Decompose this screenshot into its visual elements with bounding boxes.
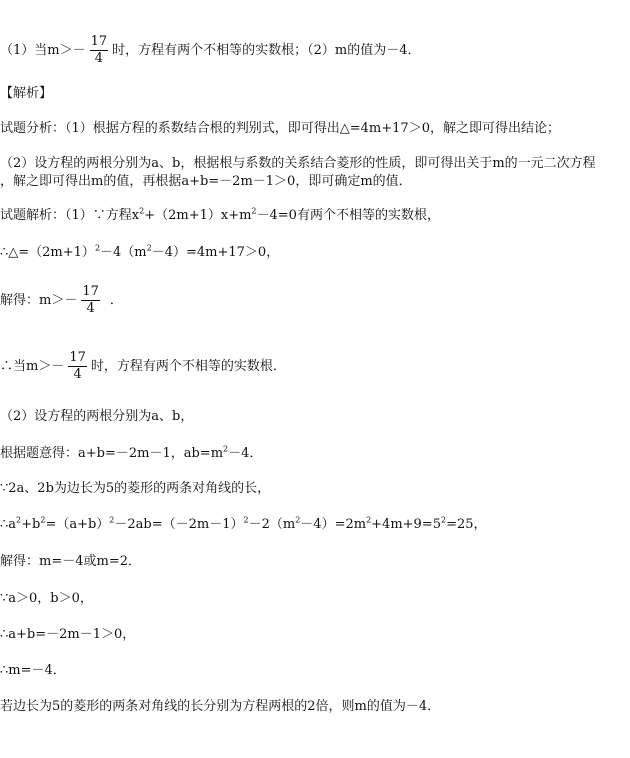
answer-line bbox=[0, 34, 421, 67]
solution-text: －4（m bbox=[100, 245, 147, 260]
solution-text: ∴当m＞－ bbox=[0, 359, 65, 374]
analysis-line-3: ，解之即可得出m的值，再根据a+b=－2m－1＞0，即可确定m的值． bbox=[0, 174, 412, 189]
solution-line-13: 若边长为5的菱形的两条对角线的长分别为方程两根的2倍，则m的值为－4． bbox=[0, 699, 441, 714]
solution-text: 时，方程有两个不相等的实数根． bbox=[90, 359, 286, 374]
fraction-denominator: 4 bbox=[73, 367, 82, 382]
solution-line-3 bbox=[0, 284, 123, 317]
analysis-line-2: （2）设方程的两根分别为a、b，根据根与系数的关系结合菱形的性质，即可得出关于m的一元二次方程 bbox=[0, 156, 596, 171]
solution-text: －4． bbox=[228, 446, 263, 461]
superscript: 2 bbox=[251, 206, 257, 216]
solution-line-12: ∴m=－4． bbox=[0, 663, 66, 678]
superscript: 2 bbox=[243, 515, 249, 525]
solution-line-4 bbox=[0, 350, 286, 383]
solution-text: +4m+9=5 bbox=[371, 517, 441, 532]
analysis-line-1: 试题分析：（1）根据方程的系数结合根的判别式，即可得出△=4m+17＞0，解之即可得出结论； bbox=[0, 121, 560, 136]
analysis-heading: 【解析】 bbox=[0, 86, 53, 101]
solution-text: －4）=4m+17＞0， bbox=[151, 245, 280, 260]
solution-text: +b bbox=[21, 517, 41, 532]
superscript: 2 bbox=[223, 444, 229, 454]
superscript: 2 bbox=[109, 515, 115, 525]
superscript: 2 bbox=[40, 515, 46, 525]
solution-fraction bbox=[68, 350, 87, 383]
solution-line-11: ∴a+b=－2m－1＞0， bbox=[0, 627, 136, 642]
answer-suffix: 时，方程有两个不相等的实数根；（2）m的值为－4． bbox=[112, 43, 421, 58]
superscript: 2 bbox=[295, 515, 301, 525]
solution-line-2 bbox=[0, 245, 279, 261]
solution-text: 试题解析：（1）∵方程x bbox=[0, 208, 140, 223]
solution-text: 根据题意得：a+b=－2m－1，ab=m bbox=[0, 446, 224, 461]
answer-fraction bbox=[90, 34, 109, 67]
solution-fraction bbox=[81, 284, 100, 317]
solution-line-6 bbox=[0, 446, 262, 462]
fraction-denominator: 4 bbox=[86, 301, 95, 316]
solution-text: +（2m+1）x+m bbox=[144, 208, 252, 223]
solution-text: －4）=2m bbox=[300, 517, 367, 532]
answer-prefix: （1）当m＞－ bbox=[0, 43, 86, 58]
superscript: 2 bbox=[440, 515, 447, 525]
superscript: 2 bbox=[139, 206, 145, 216]
solution-line-1 bbox=[0, 208, 440, 224]
solution-line-8 bbox=[0, 517, 487, 533]
solution-text: ∴△=（2m+1） bbox=[0, 245, 95, 260]
solution-line-10: ∵a＞0，b＞0， bbox=[0, 591, 93, 606]
solution-text: ∴a bbox=[0, 517, 17, 532]
solution-text: =（a+b） bbox=[45, 517, 110, 532]
fraction-numerator: 17 bbox=[90, 34, 108, 49]
solution-line-9: 解得：m=－4或m=2． bbox=[0, 554, 141, 569]
solution-text: ． bbox=[109, 293, 123, 308]
superscript: 2 bbox=[366, 515, 372, 525]
solution-text: －2ab=（－2m－1） bbox=[114, 517, 244, 532]
solution-line-7: ∵2a、2b为边长为5的菱形的两条对角线的长， bbox=[0, 481, 271, 496]
fraction-numerator: 17 bbox=[69, 350, 86, 365]
fraction-numerator: 17 bbox=[82, 284, 99, 299]
solution-text: =25， bbox=[446, 517, 487, 532]
superscript: 2 bbox=[146, 243, 152, 253]
superscript: 2 bbox=[16, 515, 22, 525]
fraction-denominator: 4 bbox=[94, 51, 104, 66]
solution-text: －2（m bbox=[248, 517, 296, 532]
solution-line-5: （2）设方程的两根分别为a、b， bbox=[0, 409, 194, 424]
solution-text: －4=0有两个不相等的实数根， bbox=[256, 208, 440, 223]
superscript: 2 bbox=[94, 243, 101, 253]
solution-text: 解得：m＞－ bbox=[0, 293, 78, 308]
